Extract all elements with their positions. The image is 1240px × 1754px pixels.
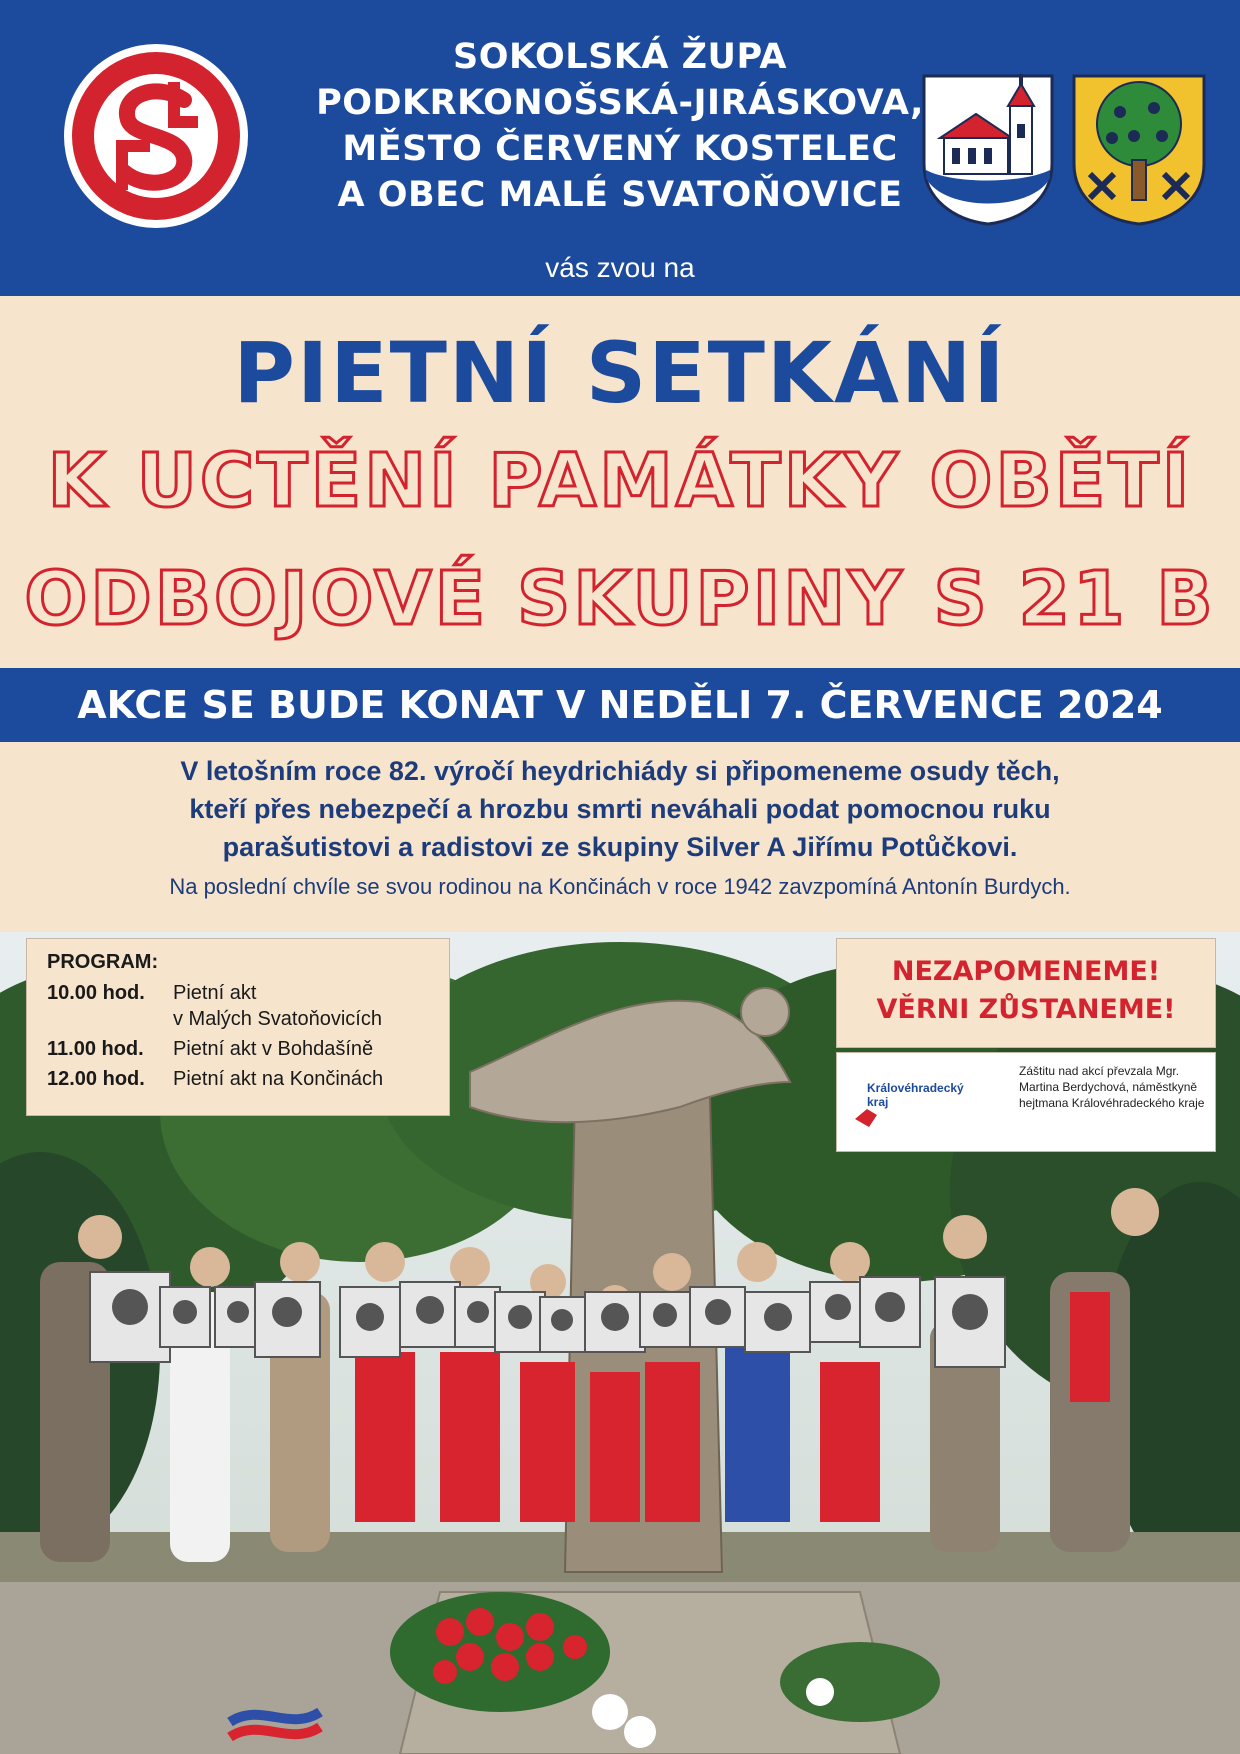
organizer-line: MĚSTO ČERVENÝ KOSTELEC: [342, 129, 898, 169]
slogan-line: VĚRNI ZŮSTANEME!: [876, 994, 1176, 1025]
description-note: Na poslední chvíle se svou rodinou na Končinách v roce 1942 zavzpomíná Antonín Burdych.: [169, 874, 1071, 899]
program-time: 10.00 hod.: [47, 982, 145, 1004]
sokol-logo-icon: [62, 42, 250, 230]
invite-text: vás zvou na: [545, 252, 695, 283]
date-band: AKCE SE BUDE KONAT V NEDĚLI 7. ČERVENCE 2024: [0, 668, 1240, 742]
organizer-line: PODKRKONOŠSKÁ-JIRÁSKOVA,: [316, 83, 924, 123]
program-box: [26, 938, 450, 1116]
description: [40, 752, 1200, 866]
program-item: [47, 980, 429, 1032]
program-desc-line: Pietní akt: [173, 982, 257, 1004]
tree-mining-crest-icon: [1072, 74, 1206, 226]
program-desc: [173, 980, 429, 1032]
program-item: [47, 1036, 429, 1062]
description-line: V letošním roce 82. výročí heydrichiády si připomeneme osudy těch,: [180, 756, 1060, 786]
program-desc-line: v Malých Svatoňovicích: [173, 1008, 382, 1030]
subtitle-line-1: K UCTĚNÍ PAMÁTKY OBĚTÍ: [47, 438, 1193, 524]
church-crest-icon: [922, 74, 1054, 226]
program-desc-line: Pietní akt v Bohdašíně: [173, 1038, 374, 1060]
patronage-box: [836, 1052, 1216, 1152]
program-time: 12.00 hod.: [47, 1068, 145, 1090]
description-line: kteří přes nebezpečí a hrozbu smrti neváhali podat pomocnou ruku: [189, 794, 1051, 824]
organizers: [300, 34, 940, 218]
program-time: 11.00 hod.: [47, 1038, 144, 1060]
organizer-line: SOKOLSKÁ ŽUPA: [453, 37, 787, 77]
header-band: [0, 0, 1240, 296]
program-desc-line: Pietní akt na Končinách: [173, 1068, 384, 1090]
organizer-line: A OBEC MALÉ SVATOŇOVICE: [337, 175, 903, 215]
main-title: PIETNÍ SETKÁNÍ: [233, 324, 1007, 422]
program-item: [47, 1066, 429, 1092]
subtitle-line-2: ODBOJOVÉ SKUPINY S 21 B: [24, 556, 1216, 642]
program-heading: PROGRAM:: [47, 951, 159, 973]
patronage-text: Záštitu nad akcí převzala Mgr. Martina Berdychová, náměstkyně hejtmana Královéhradeckého kraje: [1019, 1064, 1205, 1110]
slogan-line: NEZAPOMENEME!: [891, 956, 1161, 987]
region-name: Královéhradecký kraj: [867, 1081, 964, 1109]
description-line: parašutistovi a radistovi ze skupiny Silver A Jiřímu Potůčkovi.: [222, 832, 1018, 862]
slogan-box: [836, 938, 1216, 1048]
